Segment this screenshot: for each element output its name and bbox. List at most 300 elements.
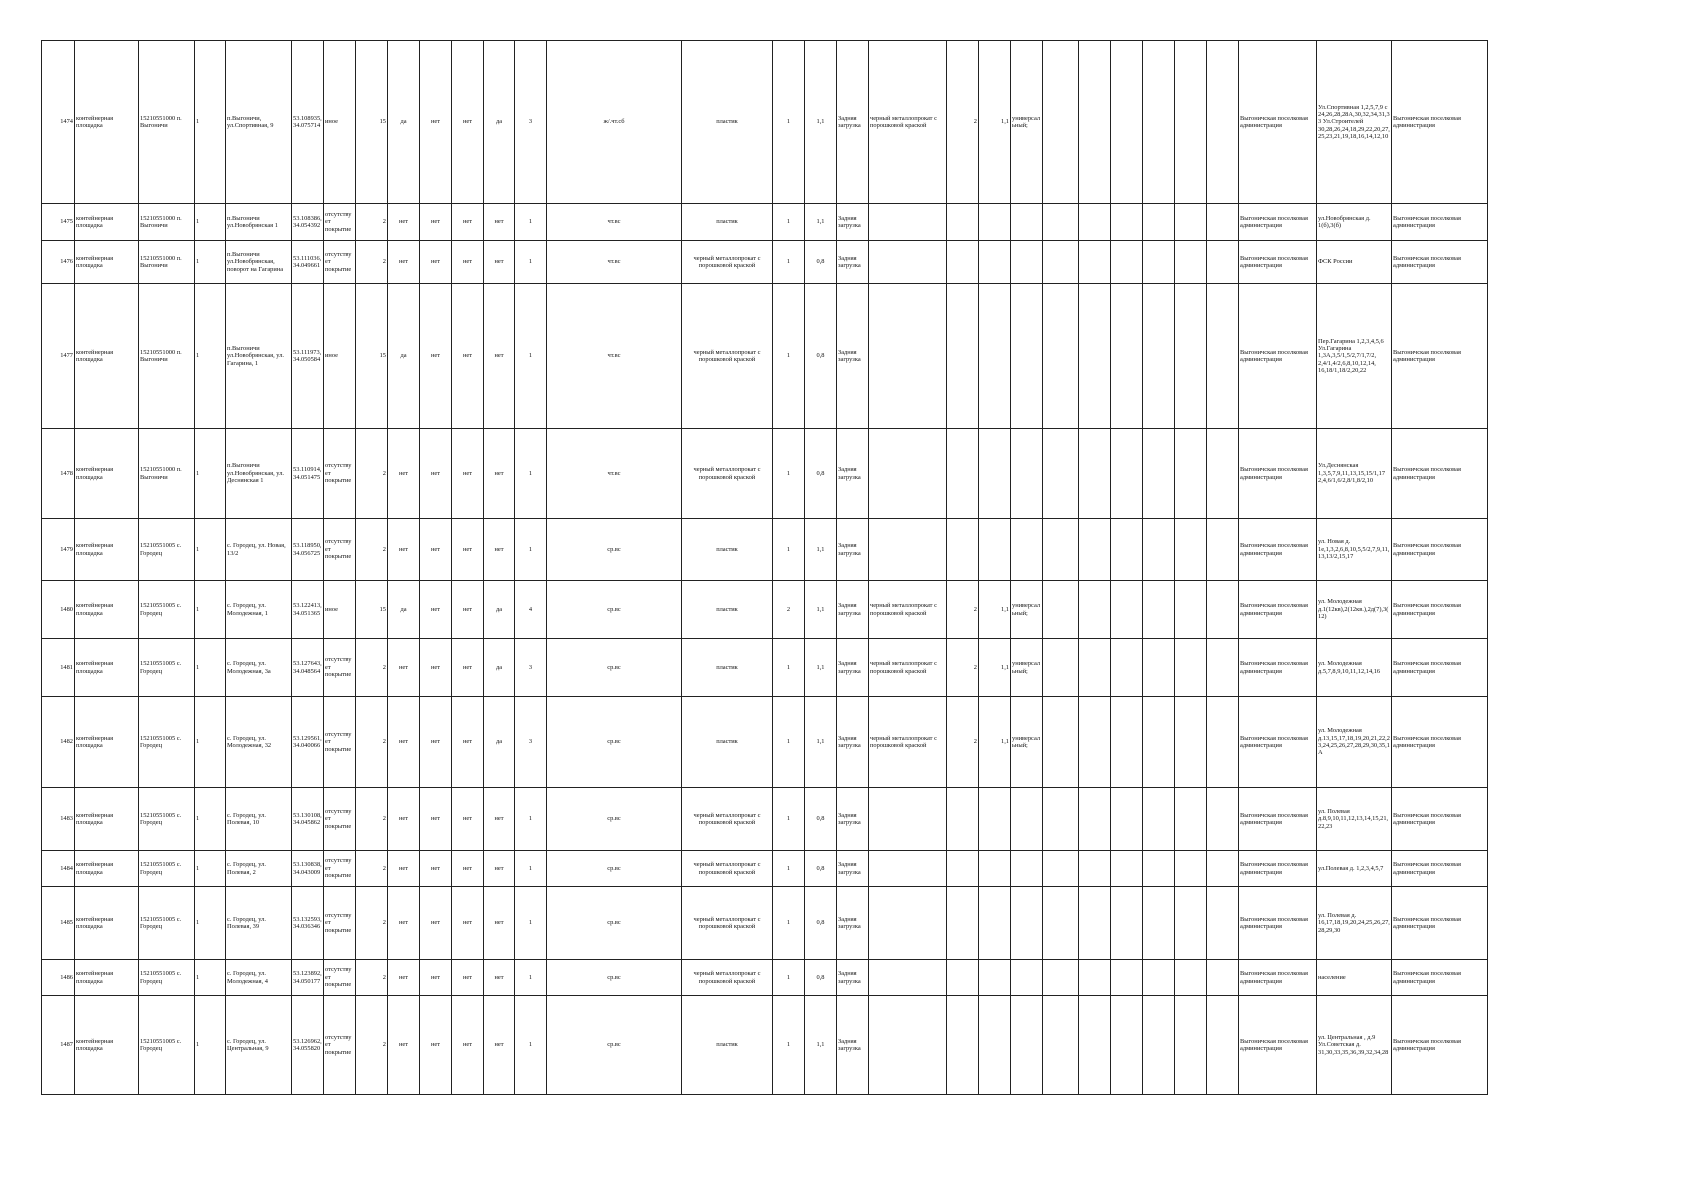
cell-surface: отсутствует покрытие [324,204,356,241]
cell-operator: Выгоничская поселковая администрация [1392,284,1488,429]
cell-bunker-volume [979,284,1011,429]
cell-empty [1175,851,1207,887]
cell-served: ул. Полевая д.8,9,10,11,12,13,14,15,21,22,23 [1317,788,1392,851]
cell-empty [1111,581,1143,639]
cell-empty [1111,788,1143,851]
cell-containers: 1 [515,996,547,1095]
cell-served: ул. Центральная , д.9 Ул.Советская д. 31,30,33,35,36,39,32,34,28 [1317,996,1392,1095]
cell-c2: нет [420,788,452,851]
cell-operator: Выгоничская поселковая администрация [1392,996,1488,1095]
table-row [42,519,1488,581]
cell-c1: нет [388,241,420,284]
cell-c1: нет [388,204,420,241]
cell-loading: Задняя загрузка [837,639,869,697]
cell-type: контейнерная площадка [75,519,139,581]
cell-volume: 0,8 [805,851,837,887]
cell-empty [1143,788,1175,851]
cell-surface: отсутствует покрытие [324,697,356,788]
cell-served: ул. Полевая д. 16,17,18,19,20,24,25,26,27,28,29,30 [1317,887,1392,960]
cell-operator: Выгоничская поселковая администрация [1392,887,1488,960]
cell-owner: Выгоничская поселковая администрация [1239,887,1317,960]
cell-waste: чт.вс [547,241,682,284]
cell-address: п.Выгоничи ул.Новобрянская, ул. Деснянская 1 [226,429,292,519]
cell-c4: нет [484,519,515,581]
cell-m1: 2 [773,581,805,639]
cell-empty [1143,851,1175,887]
cell-bunker-count: 2 [947,581,979,639]
cell-empty [1079,697,1111,788]
cell-oktmo: 15210551005 с. Городец [139,519,195,581]
cell-owner: Выгоничская поселковая администрация [1239,519,1317,581]
cell-empty [1207,241,1239,284]
cell-bunker-count [947,960,979,996]
cell-bunker-type [1011,519,1043,581]
cell-owner: Выгоничская поселковая администрация [1239,697,1317,788]
cell-m1: 1 [773,41,805,204]
cell-bunker-volume [979,241,1011,284]
cell-empty [1079,960,1111,996]
cell-loading: Задняя загрузка [837,996,869,1095]
cell-qty: 1 [195,429,226,519]
cell-material: пластик [682,581,773,639]
cell-bunker-count: 2 [947,41,979,204]
cell-area: 2 [356,639,388,697]
cell-type: контейнерная площадка [75,241,139,284]
cell-empty [1207,284,1239,429]
cell-c1: да [388,41,420,204]
cell-empty [1111,996,1143,1095]
cell-oktmo: 15210551005 с. Городец [139,887,195,960]
cell-c4: нет [484,284,515,429]
cell-qty: 1 [195,851,226,887]
cell-type: контейнерная площадка [75,204,139,241]
cell-loading: Задняя загрузка [837,241,869,284]
cell-c4: нет [484,788,515,851]
cell-oktmo: 15210551000 п. Выгоничи [139,284,195,429]
cell-empty [1043,887,1079,960]
cell-operator: Выгоничская поселковая администрация [1392,41,1488,204]
table-row [42,284,1488,429]
cell-empty [1175,639,1207,697]
cell-volume: 0,8 [805,887,837,960]
cell-material: пластик [682,697,773,788]
cell-operator: Выгоничская поселковая администрация [1392,639,1488,697]
cell-served: ул.Полевая д. 1,2,3,4,5,7 [1317,851,1392,887]
cell-waste: ср.вс [547,887,682,960]
cell-owner: Выгоничская поселковая администрация [1239,581,1317,639]
cell-empty [1043,851,1079,887]
cell-bunker-count [947,204,979,241]
cell-qty: 1 [195,639,226,697]
cell-address: с. Городец, ул. Полевая, 10 [226,788,292,851]
cell-bunker-type [1011,241,1043,284]
cell-bunker-volume [979,788,1011,851]
cell-area: 15 [356,284,388,429]
cell-operator: Выгоничская поселковая администрация [1392,960,1488,996]
cell-bunker-material [869,996,947,1095]
cell-waste: ср.вс [547,697,682,788]
cell-type: контейнерная площадка [75,960,139,996]
cell-coords: 53.122413, 34.051365 [292,581,324,639]
cell-owner: Выгоничская поселковая администрация [1239,851,1317,887]
cell-empty [1175,697,1207,788]
cell-containers: 1 [515,204,547,241]
cell-bunker-material [869,788,947,851]
cell-c4: да [484,639,515,697]
cell-volume: 1,1 [805,41,837,204]
cell-oktmo: 15210551005 с. Городец [139,851,195,887]
cell-surface: отсутствует покрытие [324,429,356,519]
cell-bunker-material [869,429,947,519]
cell-empty [1079,429,1111,519]
cell-served: ул. Молодежная д.13,15,17,18,19,20,21,22,23,24,25,26,27,28,29,30,35,1А [1317,697,1392,788]
cell-address: с. Городец, ул. Полевая, 2 [226,851,292,887]
cell-waste: ср.вс [547,960,682,996]
cell-coords: 53.132593, 34.036346 [292,887,324,960]
table-row [42,581,1488,639]
cell-empty [1175,581,1207,639]
cell-bunker-type: универсальный; [1011,41,1043,204]
cell-area: 2 [356,960,388,996]
cell-c3: нет [452,581,484,639]
cell-empty [1111,204,1143,241]
cell-empty [1111,241,1143,284]
cell-material: пластик [682,996,773,1095]
cell-c4: нет [484,429,515,519]
cell-c1: нет [388,697,420,788]
cell-c1: да [388,581,420,639]
table-row [42,429,1488,519]
cell-owner: Выгоничская поселковая администрация [1239,204,1317,241]
cell-address: п.Выгоничи ул.Новобрянская, поворот на Гагарина [226,241,292,284]
cell-empty [1079,284,1111,429]
cell-m1: 1 [773,639,805,697]
cell-empty [1175,204,1207,241]
cell-bunker-count: 2 [947,697,979,788]
cell-empty [1175,960,1207,996]
cell-c2: нет [420,996,452,1095]
cell-oktmo: 15210551005 с. Городец [139,960,195,996]
cell-volume: 0,8 [805,788,837,851]
cell-qty: 1 [195,887,226,960]
cell-bunker-volume: 1,1 [979,697,1011,788]
cell-num: 1480 [42,581,75,639]
cell-surface: иное [324,284,356,429]
cell-address: с. Городец, ул. Полевая, 39 [226,887,292,960]
cell-operator: Выгоничская поселковая администрация [1392,519,1488,581]
cell-address: п.Выгоничи ул.Новобрянская 1 [226,204,292,241]
cell-c1: нет [388,960,420,996]
cell-empty [1143,639,1175,697]
cell-waste: ж/.чт.сб [547,41,682,204]
cell-served: ул. Молодежная д.1(12кв),2(12кв.),2д(7),3(12) [1317,581,1392,639]
cell-empty [1143,581,1175,639]
cell-c1: нет [388,788,420,851]
cell-surface: отсутствует покрытие [324,996,356,1095]
cell-c4: да [484,581,515,639]
cell-coords: 53.111973, 34.050584 [292,284,324,429]
table-row [42,41,1488,204]
cell-area: 15 [356,41,388,204]
cell-qty: 1 [195,41,226,204]
cell-area: 2 [356,887,388,960]
cell-bunker-type [1011,887,1043,960]
cell-empty [1143,241,1175,284]
cell-c3: нет [452,41,484,204]
cell-type: контейнерная площадка [75,429,139,519]
cell-empty [1175,996,1207,1095]
cell-bunker-volume [979,429,1011,519]
cell-bunker-volume [979,519,1011,581]
cell-bunker-material: черный металлопрокат с порошковой краской [869,697,947,788]
cell-empty [1043,204,1079,241]
cell-empty [1079,851,1111,887]
cell-oktmo: 15210551000 п. Выгоничи [139,429,195,519]
cell-material: черный металлопрокат с порошковой краской [682,241,773,284]
cell-c1: нет [388,429,420,519]
cell-empty [1111,851,1143,887]
cell-oktmo: 15210551005 с. Городец [139,639,195,697]
cell-bunker-count [947,284,979,429]
cell-bunker-type [1011,429,1043,519]
cell-c2: нет [420,519,452,581]
cell-waste: ср.вс [547,519,682,581]
cell-empty [1175,887,1207,960]
cell-owner: Выгоничская поселковая администрация [1239,41,1317,204]
cell-type: контейнерная площадка [75,996,139,1095]
cell-address: п.Выгоничи, ул.Спортивная, 9 [226,41,292,204]
cell-type: контейнерная площадка [75,851,139,887]
cell-containers: 1 [515,788,547,851]
cell-c3: нет [452,241,484,284]
cell-coords: 53.111036, 34.049661 [292,241,324,284]
cell-qty: 1 [195,788,226,851]
cell-waste: ср.вс [547,639,682,697]
cell-empty [1079,788,1111,851]
cell-coords: 53.108386, 34.054392 [292,204,324,241]
cell-bunker-volume: 1,1 [979,581,1011,639]
cell-empty [1079,887,1111,960]
cell-surface: отсутствует покрытие [324,851,356,887]
cell-loading: Задняя загрузка [837,581,869,639]
cell-bunker-volume [979,851,1011,887]
cell-qty: 1 [195,697,226,788]
cell-material: пластик [682,204,773,241]
cell-num: 1483 [42,788,75,851]
cell-empty [1143,996,1175,1095]
cell-volume: 0,8 [805,284,837,429]
cell-served: Ул.Спортивная 1,2,5,7,9 с 24,26,28,28А,30,32,34,31,33 Ул.Строителей 30,28,26,24,18,29,22,20,27,25,23,21,19,18,16,14,12,10 [1317,41,1392,204]
table-row [42,697,1488,788]
table-row [42,204,1488,241]
cell-c1: нет [388,851,420,887]
cell-waste: ср.вс [547,788,682,851]
cell-containers: 1 [515,241,547,284]
cell-material: черный металлопрокат с порошковой краской [682,887,773,960]
cell-operator: Выгоничская поселковая администрация [1392,851,1488,887]
cell-empty [1207,581,1239,639]
cell-empty [1143,429,1175,519]
cell-surface: отсутствует покрытие [324,887,356,960]
cell-empty [1175,41,1207,204]
cell-empty [1207,851,1239,887]
cell-oktmo: 15210551005 с. Городец [139,996,195,1095]
cell-coords: 53.127643, 34.048564 [292,639,324,697]
cell-loading: Задняя загрузка [837,788,869,851]
cell-surface: иное [324,581,356,639]
cell-empty [1043,996,1079,1095]
cell-empty [1207,639,1239,697]
cell-bunker-type [1011,284,1043,429]
cell-empty [1111,519,1143,581]
cell-num: 1477 [42,284,75,429]
cell-qty: 1 [195,996,226,1095]
cell-m1: 1 [773,996,805,1095]
cell-c3: нет [452,996,484,1095]
cell-num: 1487 [42,996,75,1095]
cell-c3: нет [452,887,484,960]
cell-served: Пер.Гагарина 1,2,3,4,5,6 Ул.Гагарина 1,3А,3,5/1,5/2,7/1,7/2, 2,4/1,4/2,6,8,10,12,14, 16,18/1,18/2,20,22 [1317,284,1392,429]
cell-empty [1143,887,1175,960]
cell-bunker-material [869,241,947,284]
cell-bunker-volume: 1,1 [979,41,1011,204]
cell-bunker-type: универсальный; [1011,697,1043,788]
cell-material: черный металлопрокат с порошковой краской [682,851,773,887]
cell-empty [1043,581,1079,639]
cell-served: Ул.Деснянская 1,3,5,7,9,11,13,15,15/1,17 2,4,6/1,6/2,8/1,8/2,10 [1317,429,1392,519]
cell-empty [1111,639,1143,697]
cell-waste: ср.вс [547,851,682,887]
cell-empty [1207,41,1239,204]
cell-empty [1143,284,1175,429]
cell-empty [1079,519,1111,581]
table-body [42,41,1488,1095]
cell-c2: нет [420,241,452,284]
cell-oktmo: 15210551005 с. Городец [139,697,195,788]
cell-area: 2 [356,241,388,284]
cell-operator: Выгоничская поселковая администрация [1392,697,1488,788]
cell-type: контейнерная площадка [75,284,139,429]
cell-m1: 1 [773,697,805,788]
table-row [42,960,1488,996]
cell-coords: 53.126962, 34.055820 [292,996,324,1095]
cell-bunker-material [869,887,947,960]
cell-area: 2 [356,519,388,581]
cell-type: контейнерная площадка [75,639,139,697]
cell-empty [1079,41,1111,204]
cell-bunker-count: 2 [947,639,979,697]
cell-owner: Выгоничская поселковая администрация [1239,960,1317,996]
cell-empty [1043,697,1079,788]
cell-bunker-type: универсальный; [1011,639,1043,697]
cell-operator: Выгоничская поселковая администрация [1392,204,1488,241]
cell-empty [1207,429,1239,519]
cell-oktmo: 15210551000 п. Выгоничи [139,204,195,241]
cell-volume: 0,8 [805,429,837,519]
cell-material: черный металлопрокат с порошковой краской [682,429,773,519]
cell-c3: нет [452,960,484,996]
cell-material: пластик [682,41,773,204]
cell-oktmo: 15210551005 с. Городец [139,788,195,851]
cell-bunker-type [1011,204,1043,241]
cell-m1: 1 [773,887,805,960]
cell-empty [1175,241,1207,284]
cell-type: контейнерная площадка [75,887,139,960]
cell-waste: чт.вс [547,284,682,429]
cell-bunker-material [869,204,947,241]
cell-material: черный металлопрокат с порошковой краской [682,284,773,429]
cell-containers: 3 [515,41,547,204]
cell-address: с. Городец, ул. Новая, 13/2 [226,519,292,581]
cell-type: контейнерная площадка [75,581,139,639]
cell-c1: нет [388,519,420,581]
cell-empty [1079,241,1111,284]
cell-bunker-material: черный металлопрокат с порошковой краской [869,581,947,639]
cell-empty [1207,519,1239,581]
cell-empty [1207,204,1239,241]
cell-c2: нет [420,581,452,639]
cell-owner: Выгоничская поселковая администрация [1239,788,1317,851]
cell-c4: нет [484,960,515,996]
cell-empty [1111,284,1143,429]
cell-waste: чт.вс [547,204,682,241]
cell-loading: Задняя загрузка [837,41,869,204]
cell-material: черный металлопрокат с порошковой краской [682,788,773,851]
cell-bunker-count [947,519,979,581]
cell-empty [1111,697,1143,788]
cell-c2: нет [420,41,452,204]
cell-containers: 1 [515,519,547,581]
cell-surface: отсутствует покрытие [324,241,356,284]
cell-address: с. Городец, ул. Молодежная, 4 [226,960,292,996]
cell-owner: Выгоничская поселковая администрация [1239,639,1317,697]
cell-loading: Задняя загрузка [837,851,869,887]
cell-operator: Выгоничская поселковая администрация [1392,581,1488,639]
cell-bunker-count [947,887,979,960]
cell-owner: Выгоничская поселковая администрация [1239,429,1317,519]
cell-m1: 1 [773,960,805,996]
table-row [42,887,1488,960]
cell-owner: Выгоничская поселковая администрация [1239,996,1317,1095]
cell-operator: Выгоничская поселковая администрация [1392,241,1488,284]
cell-num: 1486 [42,960,75,996]
cell-bunker-material: черный металлопрокат с порошковой краской [869,639,947,697]
cell-bunker-count [947,241,979,284]
cell-containers: 1 [515,960,547,996]
cell-bunker-type [1011,851,1043,887]
cell-bunker-material [869,851,947,887]
cell-num: 1482 [42,697,75,788]
cell-c3: нет [452,204,484,241]
cell-c2: нет [420,960,452,996]
table-row [42,996,1488,1095]
cell-num: 1485 [42,887,75,960]
cell-qty: 1 [195,241,226,284]
cell-address: п.Выгоничи ул.Новобрянская, ул. Гагарина, 1 [226,284,292,429]
cell-c2: нет [420,887,452,960]
cell-served: население [1317,960,1392,996]
cell-oktmo: 15210551000 п. Выгоничи [139,241,195,284]
cell-operator: Выгоничская поселковая администрация [1392,788,1488,851]
table-row [42,851,1488,887]
cell-waste: чт.вс [547,429,682,519]
cell-c4: нет [484,887,515,960]
cell-c3: нет [452,697,484,788]
cell-empty [1207,960,1239,996]
cell-c1: нет [388,639,420,697]
cell-volume: 1,1 [805,996,837,1095]
cell-owner: Выгоничская поселковая администрация [1239,284,1317,429]
